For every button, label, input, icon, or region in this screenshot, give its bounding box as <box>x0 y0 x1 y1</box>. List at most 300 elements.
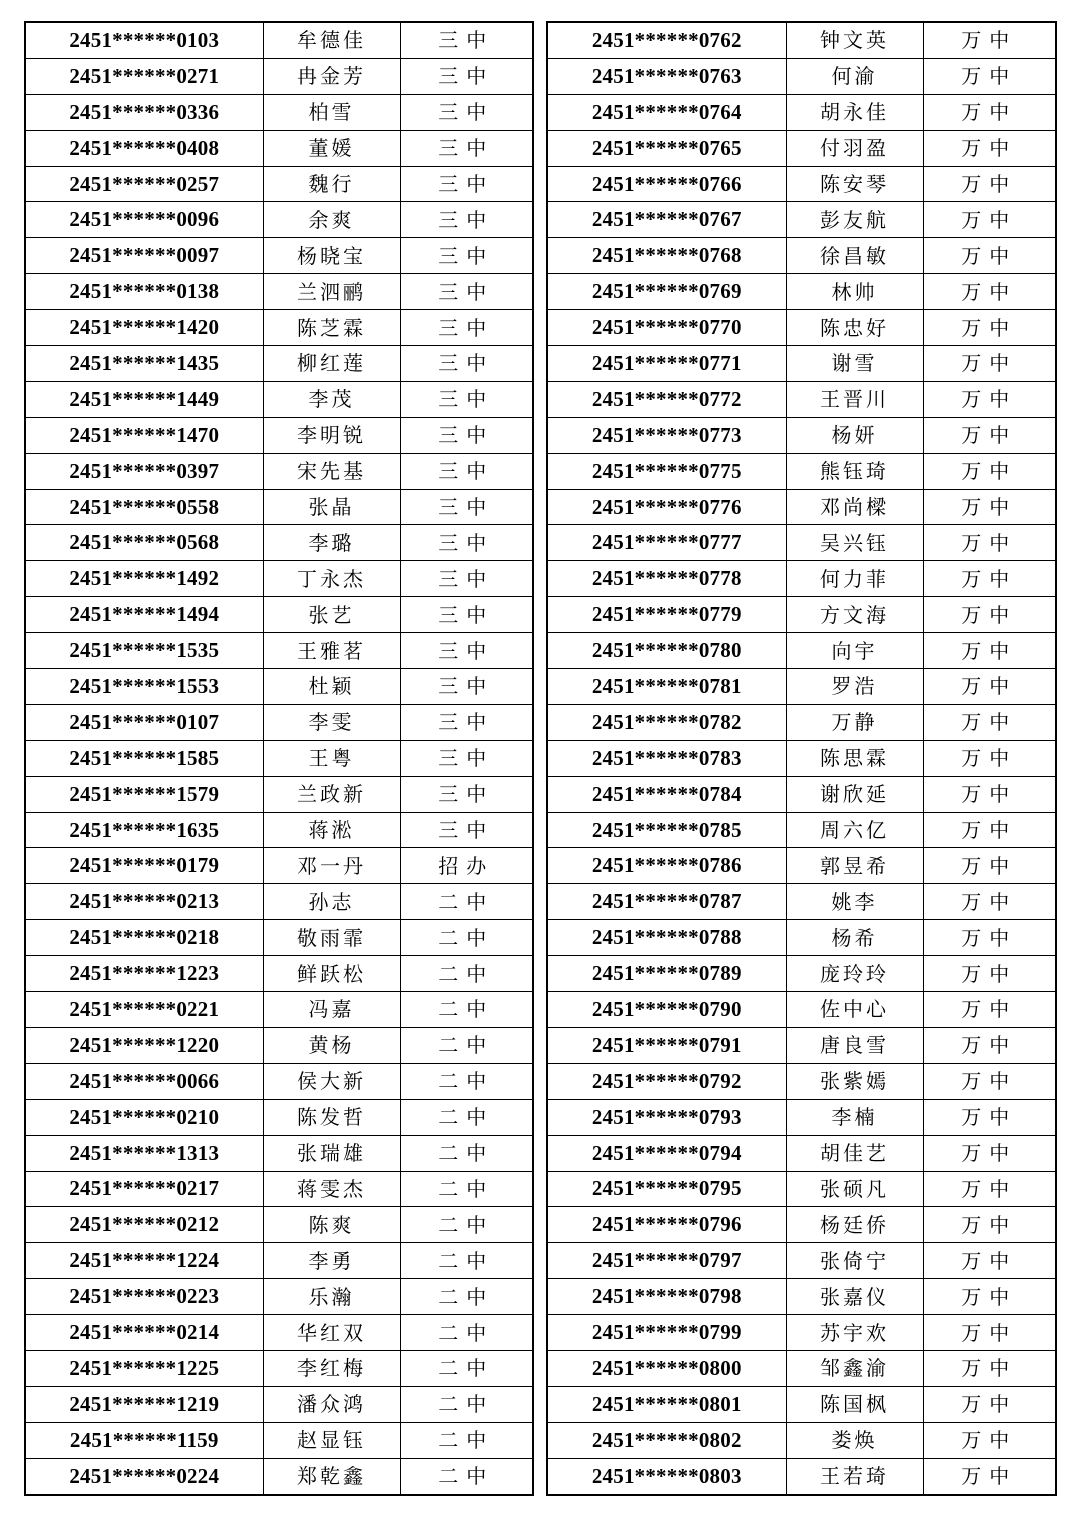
candidate-id-cell: 2451******0408 <box>25 130 263 166</box>
candidate-id-cell: 2451******0212 <box>25 1207 263 1243</box>
candidate-id-cell: 2451******0568 <box>25 525 263 561</box>
candidate-name-cell: 徐昌敏 <box>786 238 923 274</box>
school-cell: 万中 <box>923 704 1056 740</box>
table-row <box>547 1027 1056 1063</box>
candidate-name-cell: 陈安琴 <box>786 166 923 202</box>
table-row <box>547 22 1056 58</box>
school-cell: 万中 <box>923 1063 1056 1099</box>
candidate-name-cell: 张嘉仪 <box>786 1279 923 1315</box>
school-cell: 三中 <box>400 274 533 310</box>
candidate-name-cell: 魏行 <box>263 166 400 202</box>
candidate-id-cell: 2451******0789 <box>547 956 786 992</box>
table-row <box>25 1350 533 1386</box>
candidate-name-cell: 陈忠好 <box>786 310 923 346</box>
school-cell: 三中 <box>400 597 533 633</box>
candidate-id-cell: 2451******0784 <box>547 776 786 812</box>
school-cell: 万中 <box>923 310 1056 346</box>
candidate-name-cell: 李璐 <box>263 525 400 561</box>
school-cell: 万中 <box>923 274 1056 310</box>
candidate-id-cell: 2451******0770 <box>547 310 786 346</box>
candidate-id-cell: 2451******0762 <box>547 22 786 58</box>
table-row <box>25 1135 533 1171</box>
table-row <box>25 1315 533 1351</box>
table-row <box>547 525 1056 561</box>
candidate-id-cell: 2451******1220 <box>25 1027 263 1063</box>
table-row <box>25 1243 533 1279</box>
school-cell: 万中 <box>923 776 1056 812</box>
candidate-name-cell: 华红双 <box>263 1315 400 1351</box>
school-cell: 万中 <box>923 992 1056 1028</box>
table-row <box>547 956 1056 992</box>
candidate-name-cell: 何力菲 <box>786 561 923 597</box>
candidate-id-cell: 2451******0802 <box>547 1422 786 1458</box>
candidate-id-cell: 2451******0793 <box>547 1099 786 1135</box>
table-row <box>547 238 1056 274</box>
candidate-name-cell: 杨廷侨 <box>786 1207 923 1243</box>
candidate-id-cell: 2451******0257 <box>25 166 263 202</box>
candidate-name-cell: 牟德佳 <box>263 22 400 58</box>
table-row <box>547 561 1056 597</box>
school-cell: 万中 <box>923 561 1056 597</box>
candidate-name-cell: 林帅 <box>786 274 923 310</box>
candidate-name-cell: 向宇 <box>786 633 923 669</box>
candidate-name-cell: 钟文英 <box>786 22 923 58</box>
table-row <box>25 525 533 561</box>
table-row <box>25 1063 533 1099</box>
table-row <box>25 1027 533 1063</box>
table-row <box>547 848 1056 884</box>
school-cell: 三中 <box>400 94 533 130</box>
candidate-name-cell: 张倚宁 <box>786 1243 923 1279</box>
table-row <box>25 1171 533 1207</box>
table-row <box>25 1279 533 1315</box>
candidate-id-cell: 2451******0775 <box>547 453 786 489</box>
school-cell: 二中 <box>400 1135 533 1171</box>
table-row <box>547 812 1056 848</box>
candidate-name-cell: 赵显钰 <box>263 1422 400 1458</box>
table-row <box>25 992 533 1028</box>
candidate-name-cell: 郑乾鑫 <box>263 1458 400 1494</box>
candidate-name-cell: 丁永杰 <box>263 561 400 597</box>
school-cell: 三中 <box>400 812 533 848</box>
candidate-name-cell: 杨希 <box>786 920 923 956</box>
candidate-id-cell: 2451******0780 <box>547 633 786 669</box>
table-row <box>547 130 1056 166</box>
school-cell: 万中 <box>923 525 1056 561</box>
table-row <box>25 776 533 812</box>
candidate-id-cell: 2451******1635 <box>25 812 263 848</box>
school-cell: 万中 <box>923 1027 1056 1063</box>
candidate-name-cell: 杜颖 <box>263 669 400 705</box>
candidate-name-cell: 张硕凡 <box>786 1171 923 1207</box>
school-cell: 万中 <box>923 1243 1056 1279</box>
candidate-name-cell: 娄焕 <box>786 1422 923 1458</box>
candidate-name-cell: 罗浩 <box>786 669 923 705</box>
table-row <box>547 274 1056 310</box>
candidate-id-cell: 2451******0799 <box>547 1315 786 1351</box>
candidate-id-cell: 2451******1219 <box>25 1386 263 1422</box>
school-cell: 三中 <box>400 561 533 597</box>
candidate-name-cell: 周六亿 <box>786 812 923 848</box>
table-row <box>25 166 533 202</box>
table-row <box>547 1135 1056 1171</box>
school-cell: 万中 <box>923 1458 1056 1494</box>
candidate-name-cell: 胡佳艺 <box>786 1135 923 1171</box>
candidate-name-cell: 柏雪 <box>263 94 400 130</box>
candidate-name-cell: 王粤 <box>263 740 400 776</box>
candidate-name-cell: 陈发哲 <box>263 1099 400 1135</box>
candidate-name-cell: 陈思霖 <box>786 740 923 776</box>
table-row <box>547 166 1056 202</box>
candidate-id-cell: 2451******0803 <box>547 1458 786 1494</box>
school-cell: 三中 <box>400 740 533 776</box>
table-row <box>25 812 533 848</box>
table-row <box>547 453 1056 489</box>
candidate-name-cell: 侯大新 <box>263 1063 400 1099</box>
candidate-id-cell: 2451******0763 <box>547 58 786 94</box>
candidate-id-cell: 2451******0271 <box>25 58 263 94</box>
candidate-id-cell: 2451******0785 <box>547 812 786 848</box>
table-row <box>25 22 533 58</box>
school-cell: 万中 <box>923 238 1056 274</box>
candidate-id-cell: 2451******0778 <box>547 561 786 597</box>
candidate-name-cell: 黄杨 <box>263 1027 400 1063</box>
table-row <box>25 884 533 920</box>
school-cell: 二中 <box>400 992 533 1028</box>
school-cell: 二中 <box>400 1422 533 1458</box>
candidate-id-cell: 2451******0772 <box>547 381 786 417</box>
candidate-name-cell: 杨妍 <box>786 417 923 453</box>
table-row <box>547 1422 1056 1458</box>
table-row <box>547 1243 1056 1279</box>
candidate-name-cell: 冉金芳 <box>263 58 400 94</box>
candidate-id-cell: 2451******0066 <box>25 1063 263 1099</box>
table-row <box>547 633 1056 669</box>
candidate-id-cell: 2451******0790 <box>547 992 786 1028</box>
table-row <box>547 58 1056 94</box>
school-cell: 三中 <box>400 310 533 346</box>
candidate-id-cell: 2451******0781 <box>547 669 786 705</box>
candidate-id-cell: 2451******0217 <box>25 1171 263 1207</box>
school-cell: 万中 <box>923 597 1056 633</box>
candidate-name-cell: 谢欣延 <box>786 776 923 812</box>
candidate-name-cell: 王雅茗 <box>263 633 400 669</box>
candidate-id-cell: 2451******0768 <box>547 238 786 274</box>
candidate-id-cell: 2451******1420 <box>25 310 263 346</box>
candidate-id-cell: 2451******0801 <box>547 1386 786 1422</box>
candidate-name-cell: 郭昱希 <box>786 848 923 884</box>
table-row <box>547 669 1056 705</box>
school-cell: 二中 <box>400 1027 533 1063</box>
candidate-id-cell: 2451******0766 <box>547 166 786 202</box>
candidate-name-cell: 吴兴钰 <box>786 525 923 561</box>
candidate-id-cell: 2451******0397 <box>25 453 263 489</box>
school-cell: 三中 <box>400 525 533 561</box>
candidate-id-cell: 2451******0788 <box>547 920 786 956</box>
candidate-name-cell: 宋先基 <box>263 453 400 489</box>
candidate-name-cell: 谢雪 <box>786 346 923 382</box>
table-row <box>25 489 533 525</box>
school-cell: 万中 <box>923 848 1056 884</box>
candidate-id-cell: 2451******0779 <box>547 597 786 633</box>
school-cell: 二中 <box>400 1315 533 1351</box>
school-cell: 三中 <box>400 453 533 489</box>
candidate-name-cell: 张晶 <box>263 489 400 525</box>
candidate-id-cell: 2451******0792 <box>547 1063 786 1099</box>
table-row <box>547 94 1056 130</box>
table-row <box>25 381 533 417</box>
school-cell: 万中 <box>923 453 1056 489</box>
school-cell: 三中 <box>400 130 533 166</box>
candidate-id-cell: 2451******0221 <box>25 992 263 1028</box>
candidate-name-cell: 熊钰琦 <box>786 453 923 489</box>
table-row <box>547 776 1056 812</box>
school-cell: 二中 <box>400 1171 533 1207</box>
candidate-id-cell: 2451******0103 <box>25 22 263 58</box>
school-cell: 万中 <box>923 669 1056 705</box>
table-row <box>547 417 1056 453</box>
school-cell: 二中 <box>400 1350 533 1386</box>
candidate-name-cell: 李明锐 <box>263 417 400 453</box>
roster-table-right <box>546 21 1057 1496</box>
table-row <box>547 1063 1056 1099</box>
candidate-id-cell: 2451******0798 <box>547 1279 786 1315</box>
table-row <box>25 1458 533 1494</box>
school-cell: 万中 <box>923 489 1056 525</box>
candidate-id-cell: 2451******0783 <box>547 740 786 776</box>
table-row <box>547 1350 1056 1386</box>
candidate-id-cell: 2451******0765 <box>547 130 786 166</box>
school-cell: 万中 <box>923 956 1056 992</box>
school-cell: 二中 <box>400 1063 533 1099</box>
school-cell: 二中 <box>400 1279 533 1315</box>
candidate-id-cell: 2451******1159 <box>25 1422 263 1458</box>
candidate-name-cell: 冯嘉 <box>263 992 400 1028</box>
school-cell: 二中 <box>400 1099 533 1135</box>
table-row <box>25 346 533 382</box>
school-cell: 万中 <box>923 346 1056 382</box>
candidate-id-cell: 2451******1470 <box>25 417 263 453</box>
candidate-id-cell: 2451******0218 <box>25 920 263 956</box>
school-cell: 三中 <box>400 58 533 94</box>
school-cell: 三中 <box>400 417 533 453</box>
candidate-id-cell: 2451******0096 <box>25 202 263 238</box>
candidate-id-cell: 2451******1435 <box>25 346 263 382</box>
candidate-name-cell: 兰泗鹂 <box>263 274 400 310</box>
table-row <box>25 740 533 776</box>
school-cell: 三中 <box>400 346 533 382</box>
candidate-id-cell: 2451******0213 <box>25 884 263 920</box>
candidate-id-cell: 2451******0776 <box>547 489 786 525</box>
school-cell: 万中 <box>923 633 1056 669</box>
school-cell: 招办 <box>400 848 533 884</box>
candidate-id-cell: 2451******1492 <box>25 561 263 597</box>
table-row <box>25 633 533 669</box>
candidate-name-cell: 李勇 <box>263 1243 400 1279</box>
table-row <box>25 274 533 310</box>
table-row <box>25 704 533 740</box>
school-cell: 万中 <box>923 884 1056 920</box>
table-row <box>547 346 1056 382</box>
candidate-name-cell: 张瑞雄 <box>263 1135 400 1171</box>
school-cell: 万中 <box>923 166 1056 202</box>
table-row <box>25 561 533 597</box>
table-row <box>547 1386 1056 1422</box>
school-cell: 二中 <box>400 920 533 956</box>
school-cell: 万中 <box>923 417 1056 453</box>
candidate-name-cell: 陈国枫 <box>786 1386 923 1422</box>
candidate-name-cell: 陈芝霖 <box>263 310 400 346</box>
candidate-id-cell: 2451******0797 <box>547 1243 786 1279</box>
table-row <box>547 884 1056 920</box>
candidate-id-cell: 2451******1449 <box>25 381 263 417</box>
candidate-name-cell: 张紫嫣 <box>786 1063 923 1099</box>
table-row <box>547 1315 1056 1351</box>
school-cell: 万中 <box>923 1279 1056 1315</box>
candidate-id-cell: 2451******0777 <box>547 525 786 561</box>
candidate-name-cell: 方文海 <box>786 597 923 633</box>
candidate-id-cell: 2451******1553 <box>25 669 263 705</box>
candidate-id-cell: 2451******0787 <box>547 884 786 920</box>
school-cell: 万中 <box>923 22 1056 58</box>
table-row <box>547 381 1056 417</box>
candidate-id-cell: 2451******0773 <box>547 417 786 453</box>
candidate-name-cell: 彭友航 <box>786 202 923 238</box>
candidate-id-cell: 2451******0786 <box>547 848 786 884</box>
candidate-name-cell: 庞玲玲 <box>786 956 923 992</box>
school-cell: 三中 <box>400 669 533 705</box>
table-row <box>547 310 1056 346</box>
table-row <box>547 1458 1056 1494</box>
candidate-name-cell: 王若琦 <box>786 1458 923 1494</box>
school-cell: 二中 <box>400 1386 533 1422</box>
table-row <box>25 1422 533 1458</box>
school-cell: 万中 <box>923 1099 1056 1135</box>
candidate-name-cell: 潘众鸿 <box>263 1386 400 1422</box>
table-row <box>25 669 533 705</box>
candidate-name-cell: 王晋川 <box>786 381 923 417</box>
roster-table-right-body <box>547 22 1056 1495</box>
candidate-id-cell: 2451******0336 <box>25 94 263 130</box>
table-row <box>25 202 533 238</box>
table-row <box>547 1279 1056 1315</box>
school-cell: 万中 <box>923 94 1056 130</box>
roster-table-left <box>24 21 534 1496</box>
candidate-id-cell: 2451******1494 <box>25 597 263 633</box>
candidate-id-cell: 2451******0796 <box>547 1207 786 1243</box>
candidate-name-cell: 邓一丹 <box>263 848 400 884</box>
table-row <box>25 238 533 274</box>
school-cell: 二中 <box>400 884 533 920</box>
school-cell: 万中 <box>923 1350 1056 1386</box>
candidate-id-cell: 2451******0795 <box>547 1171 786 1207</box>
table-row <box>25 1099 533 1135</box>
table-row <box>25 848 533 884</box>
candidate-id-cell: 2451******0767 <box>547 202 786 238</box>
school-cell: 三中 <box>400 202 533 238</box>
school-cell: 三中 <box>400 381 533 417</box>
candidate-name-cell: 蒋淞 <box>263 812 400 848</box>
candidate-name-cell: 佐中心 <box>786 992 923 1028</box>
table-row <box>25 920 533 956</box>
candidate-id-cell: 2451******0771 <box>547 346 786 382</box>
table-row <box>25 1386 533 1422</box>
school-cell: 万中 <box>923 920 1056 956</box>
table-row <box>547 920 1056 956</box>
candidate-name-cell: 唐良雪 <box>786 1027 923 1063</box>
school-cell: 万中 <box>923 1315 1056 1351</box>
candidate-name-cell: 董媛 <box>263 130 400 166</box>
candidate-id-cell: 2451******1579 <box>25 776 263 812</box>
school-cell: 二中 <box>400 956 533 992</box>
candidate-name-cell: 孙志 <box>263 884 400 920</box>
school-cell: 万中 <box>923 1422 1056 1458</box>
candidate-id-cell: 2451******0179 <box>25 848 263 884</box>
candidate-id-cell: 2451******0107 <box>25 704 263 740</box>
candidate-name-cell: 兰政新 <box>263 776 400 812</box>
table-row <box>547 740 1056 776</box>
table-row <box>25 417 533 453</box>
school-cell: 万中 <box>923 1171 1056 1207</box>
table-row <box>547 202 1056 238</box>
table-row <box>25 1207 533 1243</box>
candidate-name-cell: 邹鑫渝 <box>786 1350 923 1386</box>
candidate-name-cell: 姚李 <box>786 884 923 920</box>
school-cell: 万中 <box>923 812 1056 848</box>
candidate-id-cell: 2451******0224 <box>25 1458 263 1494</box>
school-cell: 二中 <box>400 1243 533 1279</box>
school-cell: 三中 <box>400 776 533 812</box>
school-cell: 万中 <box>923 740 1056 776</box>
candidate-name-cell: 邓尚樑 <box>786 489 923 525</box>
candidate-name-cell: 鲜跃松 <box>263 956 400 992</box>
roster-table-left-body <box>25 22 533 1495</box>
candidate-name-cell: 余爽 <box>263 202 400 238</box>
table-row <box>25 597 533 633</box>
candidate-id-cell: 2451******1585 <box>25 740 263 776</box>
table-row <box>547 1207 1056 1243</box>
candidate-id-cell: 2451******1225 <box>25 1350 263 1386</box>
table-row <box>25 58 533 94</box>
candidate-name-cell: 何渝 <box>786 58 923 94</box>
candidate-id-cell: 2451******0764 <box>547 94 786 130</box>
table-row <box>547 704 1056 740</box>
school-cell: 万中 <box>923 58 1056 94</box>
candidate-name-cell: 杨晓宝 <box>263 238 400 274</box>
candidate-name-cell: 乐瀚 <box>263 1279 400 1315</box>
candidate-name-cell: 柳红莲 <box>263 346 400 382</box>
table-row <box>547 489 1056 525</box>
candidate-id-cell: 2451******1535 <box>25 633 263 669</box>
school-cell: 二中 <box>400 1207 533 1243</box>
candidate-name-cell: 陈爽 <box>263 1207 400 1243</box>
candidate-name-cell: 张艺 <box>263 597 400 633</box>
school-cell: 三中 <box>400 633 533 669</box>
table-row <box>25 310 533 346</box>
school-cell: 三中 <box>400 166 533 202</box>
school-cell: 万中 <box>923 381 1056 417</box>
candidate-name-cell: 付羽盈 <box>786 130 923 166</box>
candidate-id-cell: 2451******1224 <box>25 1243 263 1279</box>
school-cell: 万中 <box>923 130 1056 166</box>
school-cell: 三中 <box>400 489 533 525</box>
school-cell: 三中 <box>400 238 533 274</box>
candidate-id-cell: 2451******0791 <box>547 1027 786 1063</box>
school-cell: 二中 <box>400 1458 533 1494</box>
candidate-name-cell: 蒋雯杰 <box>263 1171 400 1207</box>
school-cell: 三中 <box>400 704 533 740</box>
candidate-id-cell: 2451******1223 <box>25 956 263 992</box>
